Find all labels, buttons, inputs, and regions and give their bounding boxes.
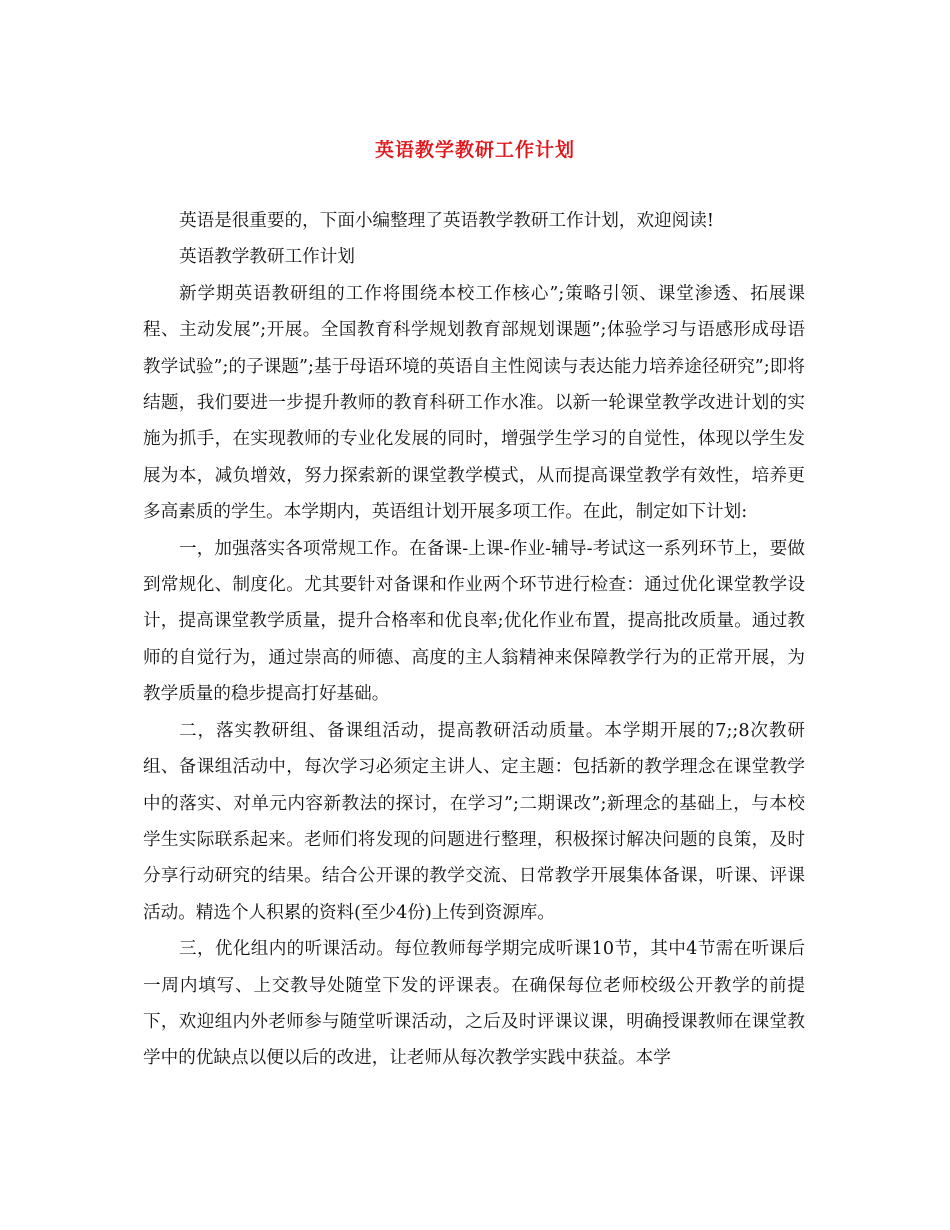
paragraph-section-2: 二，落实教研组、备课组活动，提高教研活动质量。本学期开展的7;;8次教研组、备课组活动中，每次学习必须定主讲人、定主题：包括新的教学理念在课堂教学中的落实、对单元内容新教法的探讨，在学习”;二期课改”;新理念的基础上，与本校学生实际联系起来。老师们将发现的问题进行整理，积极探讨解决问题的良策，及时分享行动研究的结果。结合公开课的教学交流、日常教学开展集体备课，听课、评课活动。精选个人积累的资料(至少4份)上传到资源库。 — [143, 720, 805, 923]
document-body — [143, 203, 805, 1077]
paragraph-overview: 新学期英语教研组的工作将围绕本校工作核心”;策略引领、课堂渗透、拓展课程、主动发展”;开展。全国教育科学规划教育部规划课题”;体验学习与语感形成母语教学试验”;的子课题”;基于母语环境的英语自主性阅读与表达能力培养途径研究”;即将结题，我们要进一步提升教师的教育科研工作水准。以新一轮课堂教学改进计划的实施为抓手，在实现教师的专业化发展的同时，增强学生学习的自觉性，体现以学生发展为本，减负增效，努力探索新的课堂教学模式，从而提高课堂教学有效性，培养更多高素质的学生。本学期内，英语组计划开展多项工作。在此，制定如下计划: — [143, 283, 805, 523]
paragraph-section-1: 一，加强落实各项常规工作。在备课-上课-作业-辅导-考试这一系列环节上，要做到常规化、制度化。尤其要针对备课和作业两个环节进行检查：通过优化课堂教学设计，提高课堂教学质量，提升合格率和优良率;优化作业布置，提高批改质量。通过教师的自觉行为，通过崇高的师德、高度的主人翁精神来保障教学行为的正常开展，为教学质量的稳步提高打好基础。 — [143, 538, 805, 705]
document-title: 英语教学教研工作计划 — [374, 139, 575, 161]
paragraph-section-3: 三，优化组内的听课活动。每位教师每学期完成听课10节，其中4节需在听课后一周内填写、上交教导处随堂下发的评课表。在确保每位老师校级公开教学的前提下，欢迎组内外老师参与随堂听课活动，之后及时评课议课，明确授课教师在课堂教学中的优缺点以便以后的改进，让老师从每次教学实践中获益。本学 — [143, 939, 805, 1069]
paragraph-intro: 英语是很重要的，下面小编整理了英语教学教研工作计划，欢迎阅读! — [179, 211, 714, 231]
paragraph-subtitle: 英语教学教研工作计划 — [179, 247, 355, 268]
